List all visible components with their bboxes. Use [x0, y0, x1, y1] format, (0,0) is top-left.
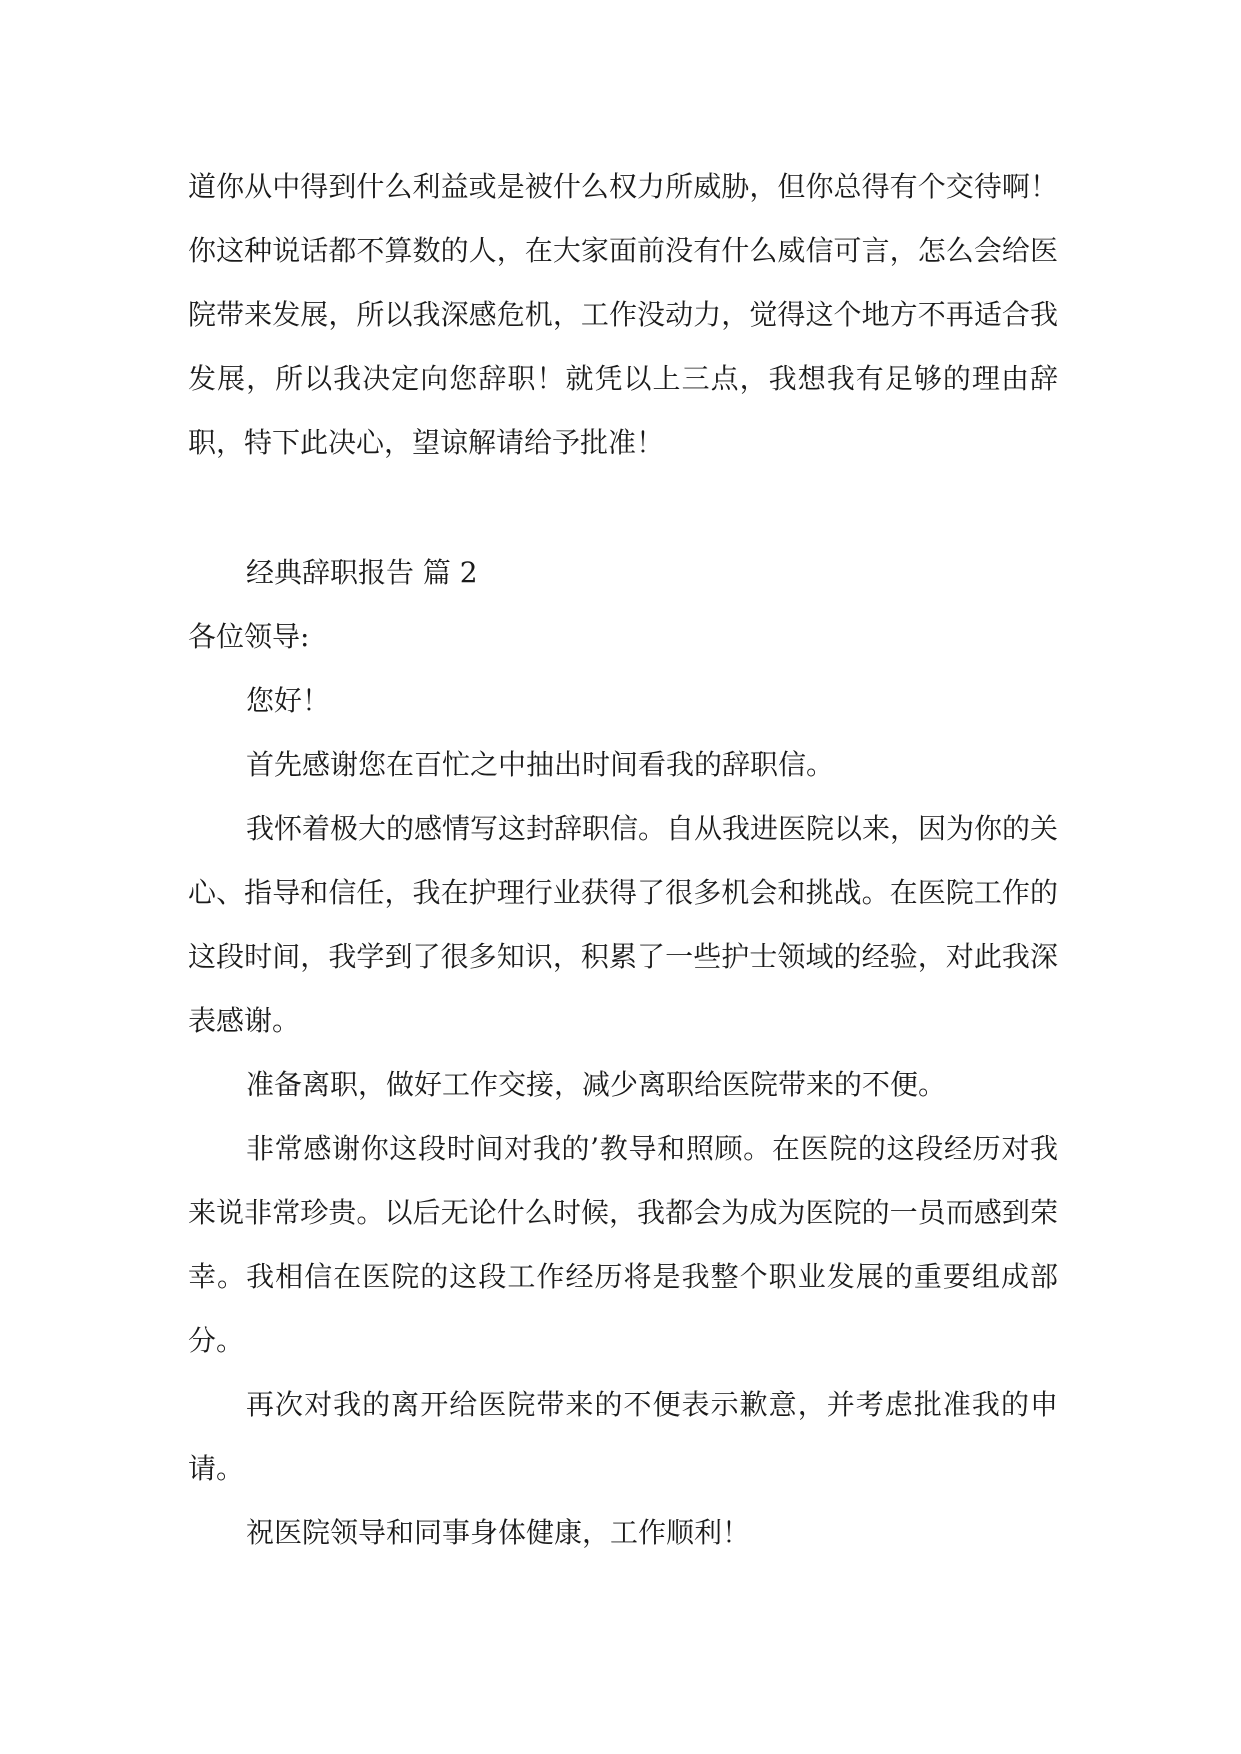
body-paragraph-1: 首先感谢您在百忙之中抽出时间看我的辞职信。 [246, 748, 835, 781]
body-paragraph-2: 我怀着极大的感情写这封辞职信。自从我进医院以来，因为你的关心、指导和信任，我在护理行业获得了很多机会和挑战。在医院工作的这段时间，我学到了很多知识，积累了一些护士领域的经验，对此我深表感谢。 [188, 812, 1059, 1037]
document-body [188, 155, 1058, 1565]
greeting: 您好！ [246, 684, 331, 717]
body-paragraph-3: 准备离职，做好工作交接，减少离职给医院带来的不便。 [246, 1068, 947, 1101]
salutation: 各位领导: [188, 620, 310, 653]
body-paragraph-4: 非常感谢你这段时间对我的’教导和照顾。在医院的这段经历对我来说非常珍贵。以后无论什么时候，我都会为成为医院的一员而感到荣幸。我相信在医院的这段工作经历将是我整个职业发展的重要组成部分。 [188, 1132, 1058, 1357]
body-paragraph-5: 再次对我的离开给医院带来的不便表示歉意，并考虑批准我的申请。 [188, 1388, 1058, 1485]
body-paragraph-6: 祝医院领导和同事身体健康，工作顺利！ [246, 1516, 751, 1549]
section-heading: 经典辞职报告 篇 2 [246, 556, 478, 589]
continuation-paragraph: 道你从中得到什么利益或是被什么权力所威胁，但你总得有个交待啊！你这种说话都不算数的人，在大家面前没有什么威信可言，怎么会给医院带来发展，所以我深感危机，工作没动力，觉得这个地方不再适合我发展，所以我决定向您辞职！就凭以上三点，我想我有足够的理由辞职，特下此决心，望谅解请给予批准！ [188, 170, 1058, 459]
